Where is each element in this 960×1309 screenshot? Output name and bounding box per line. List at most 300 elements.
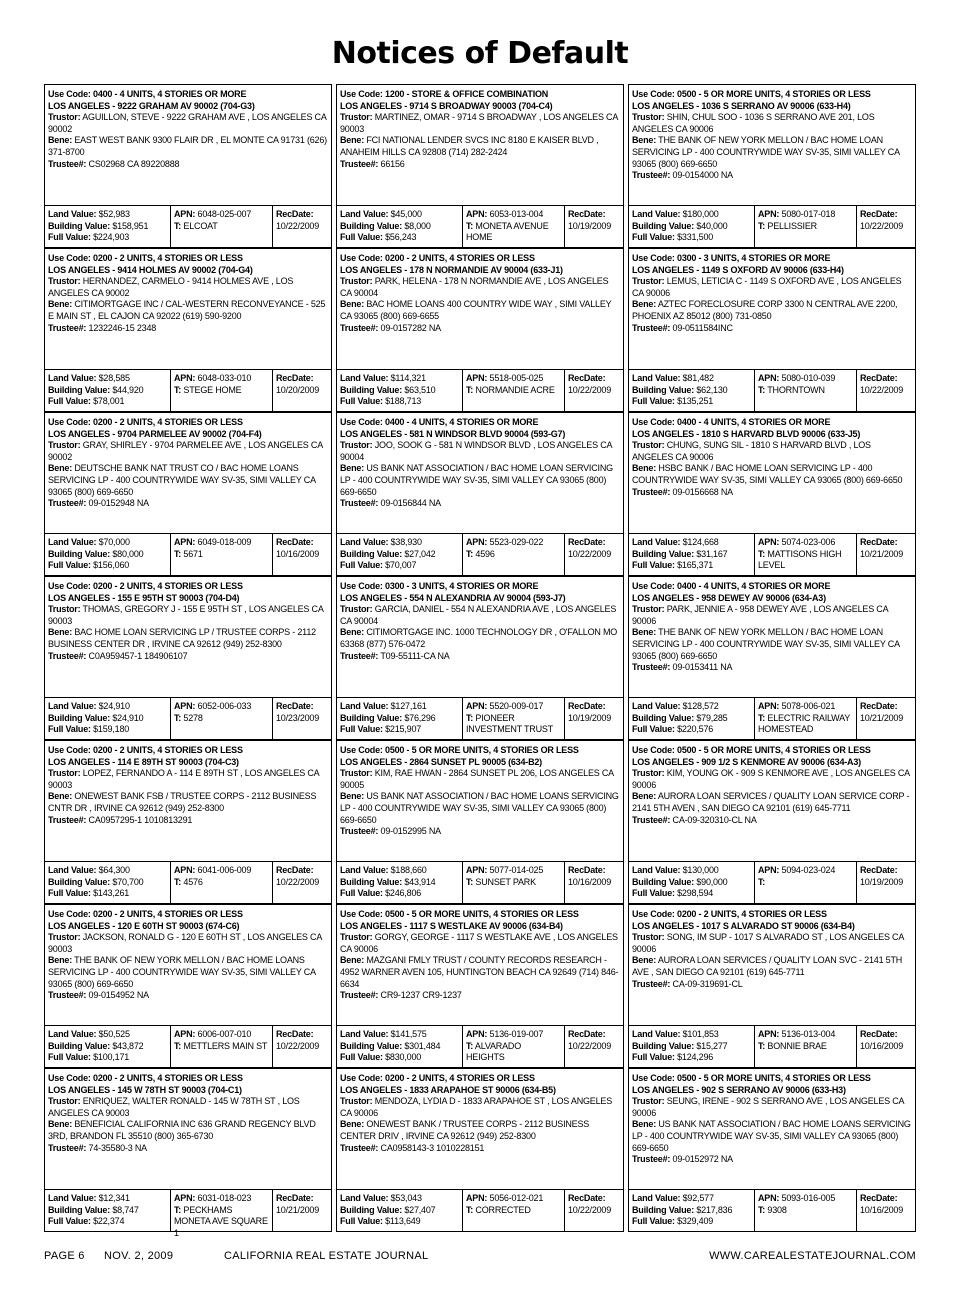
use-code: Use Code: 0200 - 2 UNITS, 4 STORIES OR LESS bbox=[48, 581, 243, 591]
land-value: $45,000 bbox=[390, 209, 422, 219]
building-value: $24,910 bbox=[112, 712, 144, 723]
bene-label: Bene: bbox=[340, 299, 365, 310]
property-address: LOS ANGELES - 581 N WINDSOR BLVD 90004 (593-G7) bbox=[340, 428, 566, 439]
recdate-label: RecDate: bbox=[568, 1193, 606, 1203]
full-value: $188,713 bbox=[385, 396, 422, 407]
trustor-value: AGUILLON, STEVE - 9222 GRAHAM AVE , LOS ANGELES CA 90002 bbox=[48, 112, 327, 134]
value-cell bbox=[629, 370, 755, 412]
trustor-value: PARK, HELENA - 178 N NORMANDIE AVE , LOS ANGELES CA 90004 bbox=[340, 276, 609, 298]
building-value: $158,951 bbox=[112, 220, 149, 231]
recdate-value: 10/16/2009 bbox=[860, 1204, 904, 1215]
full-value-label: Full Value: bbox=[340, 1052, 383, 1063]
bene-label: Bene: bbox=[632, 955, 657, 966]
land-value: $124,668 bbox=[682, 537, 719, 547]
trustor-label: Trustor: bbox=[632, 604, 665, 615]
notice-record bbox=[336, 576, 624, 740]
notice-record bbox=[336, 904, 624, 1068]
bene-label: Bene: bbox=[48, 135, 73, 146]
apn-cell bbox=[171, 698, 273, 740]
recdate-label: RecDate: bbox=[860, 209, 898, 219]
building-value-label: Building Value: bbox=[340, 384, 403, 395]
land-value-label: Land Value: bbox=[48, 865, 97, 875]
tract-label: T: bbox=[174, 220, 182, 231]
trustee-value: 09-0157282 NA bbox=[380, 322, 441, 333]
notice-record bbox=[336, 1068, 624, 1232]
tract-value: PECKHAMS MONETA AVE SQUARE 1 bbox=[174, 1204, 268, 1238]
trustor-value: GORGY, GEORGE - 1117 S WESTLAKE AVE , LOS ANGELES CA 90006 bbox=[340, 932, 618, 954]
recdate-value: 10/16/2009 bbox=[568, 876, 612, 887]
property-address: LOS ANGELES - 2864 SUNSET PL 90005 (634-B2) bbox=[340, 756, 542, 767]
apn-value: 5056-012-021 bbox=[489, 1193, 544, 1203]
recdate-value: 10/16/2009 bbox=[276, 548, 320, 559]
notice-details bbox=[337, 1069, 623, 1190]
tract-label: T: bbox=[758, 712, 766, 723]
trustee-label: Trustee#: bbox=[632, 1154, 671, 1165]
tract-value: NORMANDIE ACRE bbox=[475, 384, 555, 395]
notice-values bbox=[45, 698, 331, 740]
recdate-label: RecDate: bbox=[276, 1029, 314, 1039]
notice-values bbox=[337, 1190, 623, 1232]
tract-label: T: bbox=[174, 1040, 182, 1051]
apn-label: APN: bbox=[758, 701, 780, 711]
full-value-label: Full Value: bbox=[48, 1216, 91, 1227]
use-code: Use Code: 0500 - 5 OR MORE UNITS, 4 STORIES OR LESS bbox=[340, 745, 579, 755]
full-value: $156,060 bbox=[93, 560, 130, 571]
value-cell bbox=[629, 534, 755, 576]
recdate-label: RecDate: bbox=[860, 1193, 898, 1203]
trustor-value: KIM, YOUNG OK - 909 S KENMORE AVE , LOS ANGELES CA 90006 bbox=[632, 768, 910, 790]
recdate-cell bbox=[857, 862, 915, 904]
value-cell bbox=[337, 1026, 463, 1068]
notice-values bbox=[337, 1026, 623, 1068]
land-value: $101,853 bbox=[682, 1029, 719, 1039]
recdate-value: 10/21/2009 bbox=[860, 712, 904, 723]
bene-value: US BANK NAT ASSOCIATION / BAC HOME LOANS SERVICING LP - 400 COUNTRYWIDE WAY SV-35, SIMI VALLEY CA 93065 (800) 669-6650 bbox=[632, 1119, 911, 1153]
building-value-label: Building Value: bbox=[48, 220, 111, 231]
use-code: Use Code: 0200 - 2 UNITS, 4 STORIES OR LESS bbox=[48, 417, 243, 427]
recdate-value: 10/22/2009 bbox=[860, 220, 904, 231]
full-value-label: Full Value: bbox=[632, 1216, 675, 1227]
use-code: Use Code: 0500 - 5 OR MORE UNITS, 4 STORIES OR LESS bbox=[340, 909, 579, 919]
recdate-label: RecDate: bbox=[860, 701, 898, 711]
bene-label: Bene: bbox=[340, 135, 365, 146]
trustor-label: Trustor: bbox=[48, 604, 81, 615]
bene-value: CITIMORTGAGE INC / CAL-WESTERN RECONVEYANCE - 525 E MAIN ST , EL CAJON CA 92022 (619) 590-9200 bbox=[48, 299, 326, 321]
apn-value: 6048-025-007 bbox=[197, 209, 252, 219]
notice-details bbox=[45, 1069, 331, 1190]
trustee-label: Trustee#: bbox=[340, 990, 379, 1001]
land-value-label: Land Value: bbox=[48, 537, 97, 547]
recdate-cell bbox=[857, 698, 915, 740]
apn-label: APN: bbox=[466, 209, 488, 219]
land-value-label: Land Value: bbox=[340, 537, 389, 547]
bene-value: US BANK NAT ASSOCIATION / BAC HOME LOAN SERVICING LP - 400 COUNTRYWIDE WAY SV-35, SIMI VALLEY CA 93065 (800) 669-6650 bbox=[340, 463, 613, 497]
apn-cell bbox=[463, 1026, 565, 1068]
bene-label: Bene: bbox=[632, 135, 657, 146]
trustee-label: Trustee#: bbox=[48, 814, 87, 825]
tract-value: 4596 bbox=[475, 548, 495, 559]
tract-label: T: bbox=[758, 220, 766, 231]
trustor-label: Trustor: bbox=[340, 276, 373, 287]
land-value: $114,321 bbox=[390, 373, 426, 383]
building-value: $40,000 bbox=[696, 220, 728, 231]
use-code: Use Code: 0500 - 5 OR MORE UNITS, 4 STORIES OR LESS bbox=[632, 745, 871, 755]
building-value-label: Building Value: bbox=[340, 1040, 403, 1051]
notice-values bbox=[45, 862, 331, 904]
full-value-label: Full Value: bbox=[632, 888, 675, 899]
notice-details bbox=[629, 1069, 915, 1190]
apn-label: APN: bbox=[174, 1029, 196, 1039]
trustee-value: CR9-1237 CR9-1237 bbox=[380, 990, 462, 1001]
recdate-label: RecDate: bbox=[568, 209, 606, 219]
full-value: $298,594 bbox=[677, 888, 714, 899]
bene-value: ONEWEST BANK / TRUSTEE CORPS - 2112 BUSINESS CENTER DRIV , IRVINE CA 92612 (949) 252-8300 bbox=[340, 1119, 590, 1141]
trustee-value: 09-0152948 NA bbox=[88, 498, 149, 509]
building-value-label: Building Value: bbox=[48, 384, 111, 395]
notice-values bbox=[629, 862, 915, 904]
trustee-value: 09-0153411 NA bbox=[672, 662, 733, 673]
tract-label: T: bbox=[466, 1204, 474, 1215]
tract-value: PIONEER INVESTMENT TRUST bbox=[466, 712, 553, 735]
apn-label: APN: bbox=[174, 537, 196, 547]
value-cell bbox=[629, 862, 755, 904]
bene-label: Bene: bbox=[632, 791, 657, 802]
building-value-label: Building Value: bbox=[632, 1040, 695, 1051]
notice-values bbox=[45, 1026, 331, 1068]
bene-label: Bene: bbox=[340, 955, 365, 966]
apn-cell bbox=[463, 698, 565, 740]
value-cell bbox=[45, 370, 171, 412]
notice-values bbox=[629, 698, 915, 740]
bene-label: Bene: bbox=[48, 299, 73, 310]
trustee-label: Trustee#: bbox=[340, 498, 379, 509]
property-address: LOS ANGELES - 9714 S BROADWAY 90003 (704-C4) bbox=[340, 100, 553, 111]
trustor-label: Trustor: bbox=[632, 932, 665, 943]
building-value-label: Building Value: bbox=[632, 1204, 695, 1215]
apn-cell bbox=[755, 206, 857, 248]
apn-cell bbox=[755, 862, 857, 904]
recdate-label: RecDate: bbox=[276, 209, 314, 219]
notice-details bbox=[629, 741, 915, 862]
building-value-label: Building Value: bbox=[340, 548, 403, 559]
full-value: $22,374 bbox=[93, 1216, 125, 1227]
tract-label: T: bbox=[174, 1204, 182, 1215]
bene-label: Bene: bbox=[632, 1119, 657, 1130]
notice-details bbox=[337, 741, 623, 862]
recdate-value: 10/22/2009 bbox=[568, 1204, 612, 1215]
trustor-label: Trustor: bbox=[48, 440, 81, 451]
tract-label: T: bbox=[174, 876, 182, 887]
use-code: Use Code: 0200 - 2 UNITS, 4 STORIES OR LESS bbox=[340, 253, 535, 263]
use-code: Use Code: 0200 - 2 UNITS, 4 STORIES OR LESS bbox=[340, 1073, 535, 1083]
land-value-label: Land Value: bbox=[48, 373, 97, 383]
notice-record bbox=[628, 248, 916, 412]
recdate-label: RecDate: bbox=[276, 865, 314, 875]
building-value-label: Building Value: bbox=[48, 876, 111, 887]
building-value: $62,130 bbox=[696, 384, 728, 395]
land-value: $28,585 bbox=[98, 373, 130, 383]
recdate-cell bbox=[273, 1026, 331, 1068]
building-value-label: Building Value: bbox=[340, 712, 403, 723]
tract-value: 5671 bbox=[183, 548, 203, 559]
use-code: Use Code: 0400 - 4 UNITS, 4 STORIES OR MORE bbox=[48, 89, 247, 99]
trustee-value: 09-0154952 NA bbox=[88, 990, 149, 1001]
apn-value: 5523-029-022 bbox=[489, 537, 544, 547]
page-title: Notices of Default bbox=[331, 36, 629, 71]
apn-label: APN: bbox=[758, 1029, 780, 1039]
recdate-value: 10/19/2009 bbox=[568, 220, 612, 231]
tract-label: T: bbox=[466, 220, 474, 231]
recdate-label: RecDate: bbox=[860, 373, 898, 383]
apn-cell bbox=[463, 862, 565, 904]
trustor-label: Trustor: bbox=[340, 768, 373, 779]
full-value: $143,261 bbox=[93, 888, 130, 899]
notice-record bbox=[44, 904, 332, 1068]
land-value: $188,660 bbox=[390, 865, 427, 875]
notice-details bbox=[45, 741, 331, 862]
trustee-label: Trustee#: bbox=[340, 826, 379, 837]
notice-details bbox=[45, 413, 331, 534]
apn-value: 6052-006-033 bbox=[197, 701, 252, 711]
trustor-value: SONG, IM SUP - 1017 S ALVARADO ST , LOS ANGELES CA 90006 bbox=[632, 932, 904, 954]
trustee-label: Trustee#: bbox=[48, 158, 87, 169]
bene-label: Bene: bbox=[48, 955, 73, 966]
value-cell bbox=[337, 1190, 463, 1232]
recdate-value: 10/22/2009 bbox=[276, 1040, 320, 1051]
trustee-label: Trustee#: bbox=[340, 1142, 379, 1153]
building-value-label: Building Value: bbox=[48, 1040, 111, 1051]
property-address: LOS ANGELES - 902 S SERRANO AV 90006 (633-H3) bbox=[632, 1084, 846, 1095]
building-value-label: Building Value: bbox=[632, 220, 695, 231]
recdate-value: 10/23/2009 bbox=[276, 712, 320, 723]
trustor-value: ENRIQUEZ, WALTER RONALD - 145 W 78TH ST , LOS ANGELES CA 90003 bbox=[48, 1096, 300, 1118]
tract-label: T: bbox=[174, 712, 182, 723]
property-address: LOS ANGELES - 1017 S ALVARADO ST 90006 (634-B4) bbox=[632, 920, 855, 931]
apn-cell bbox=[171, 1190, 273, 1238]
use-code: Use Code: 0300 - 3 UNITS, 4 STORIES OR MORE bbox=[340, 581, 539, 591]
value-cell bbox=[629, 1190, 755, 1232]
land-value: $52,983 bbox=[98, 209, 130, 219]
apn-label: APN: bbox=[758, 865, 780, 875]
building-value: $76,296 bbox=[404, 712, 436, 723]
building-value-label: Building Value: bbox=[632, 384, 695, 395]
notice-details bbox=[629, 577, 915, 698]
building-value: $80,000 bbox=[112, 548, 144, 559]
trustee-label: Trustee#: bbox=[48, 650, 87, 661]
bene-value: HSBC BANK / BAC HOME LOAN SERVICING LP - 400 COUNTRYWIDE WAY SV-35, SIMI VALLEY CA 93065 (800) 669-6650 bbox=[632, 463, 903, 485]
recdate-cell bbox=[273, 206, 331, 248]
apn-label: APN: bbox=[174, 865, 196, 875]
land-value: $53,043 bbox=[390, 1193, 422, 1203]
value-cell bbox=[629, 1026, 755, 1068]
property-address: LOS ANGELES - 178 N NORMANDIE AV 90004 (633-J1) bbox=[340, 264, 563, 275]
full-value: $100,171 bbox=[93, 1052, 130, 1063]
property-address: LOS ANGELES - 9704 PARMELEE AV 90002 (704-F4) bbox=[48, 428, 262, 439]
recdate-cell bbox=[273, 698, 331, 740]
land-value-label: Land Value: bbox=[632, 701, 681, 711]
property-address: LOS ANGELES - 9222 GRAHAM AV 90002 (704-G3) bbox=[48, 100, 255, 111]
land-value: $128,572 bbox=[682, 701, 719, 711]
notice-record bbox=[336, 740, 624, 904]
full-value-label: Full Value: bbox=[48, 888, 91, 899]
apn-value: 5136-013-004 bbox=[781, 1029, 836, 1039]
building-value: $8,000 bbox=[404, 220, 431, 231]
building-value-label: Building Value: bbox=[632, 876, 695, 887]
tract-label: T: bbox=[174, 384, 182, 395]
trustor-label: Trustor: bbox=[632, 112, 665, 123]
footer-date: NOV. 2, 2009 bbox=[104, 1250, 174, 1262]
bene-value: BENEFICIAL CALIFORNIA INC 636 GRAND REGENCY BLVD 3RD, BRANDON FL 35510 (800) 365-6730 bbox=[48, 1119, 316, 1141]
value-cell bbox=[45, 1190, 171, 1232]
notice-details bbox=[45, 249, 331, 370]
trustee-value: CA-09-319691-CL bbox=[672, 978, 743, 989]
notice-details bbox=[45, 577, 331, 698]
bene-value: THE BANK OF NEW YORK MELLON / BAC HOME LOANS SERVICING LP - 400 COUNTRYWIDE WAY SV-35, SIMI VALLEY CA 93065 (800) 669-6650 bbox=[48, 955, 316, 989]
use-code: Use Code: 0400 - 4 UNITS, 4 STORIES OR MORE bbox=[632, 417, 831, 427]
notice-column bbox=[336, 84, 624, 1232]
trustor-value: JACKSON, RONALD G - 120 E 60TH ST , LOS ANGELES CA 90003 bbox=[48, 932, 322, 954]
notice-record bbox=[628, 740, 916, 904]
trustee-value: CA-09-320310-CL NA bbox=[672, 814, 757, 825]
apn-label: APN: bbox=[174, 209, 196, 219]
trustor-value: LOPEZ, FERNANDO A - 114 E 89TH ST , LOS ANGELES CA 90003 bbox=[48, 768, 319, 790]
tract-label: T: bbox=[758, 1204, 766, 1215]
trustee-label: Trustee#: bbox=[340, 650, 379, 661]
trustee-value: 1232246-15 2348 bbox=[88, 322, 157, 333]
land-value-label: Land Value: bbox=[340, 209, 389, 219]
trustee-label: Trustee#: bbox=[48, 322, 87, 333]
building-value: $301,484 bbox=[404, 1040, 441, 1051]
building-value: $70,700 bbox=[112, 876, 144, 887]
bene-value: US BANK NAT ASSOCIATION / BAC HOME LOANS SERVICING LP - 400 COUNTRYWIDE WAY SV-35, SIMI VALLEY CA 93065 (800) 669-6650 bbox=[340, 791, 619, 825]
apn-label: APN: bbox=[466, 1029, 488, 1039]
recdate-cell bbox=[273, 862, 331, 904]
notice-column bbox=[628, 84, 916, 1232]
apn-cell bbox=[755, 370, 857, 412]
recdate-cell bbox=[565, 1190, 623, 1232]
recdate-label: RecDate: bbox=[276, 1193, 314, 1203]
apn-cell bbox=[171, 370, 273, 412]
land-value: $92,577 bbox=[682, 1193, 714, 1203]
use-code: Use Code: 0500 - 5 OR MORE UNITS, 4 STORIES OR LESS bbox=[632, 1073, 871, 1083]
property-address: LOS ANGELES - 1810 S HARVARD BLVD 90006 (633-J5) bbox=[632, 428, 861, 439]
trustee-value: 09-0152972 NA bbox=[672, 1154, 733, 1165]
apn-value: 5518-005-025 bbox=[489, 373, 544, 383]
trustor-value: CHUNG, SUNG SIL - 1810 S HARVARD BLVD , LOS ANGELES CA 90006 bbox=[632, 440, 871, 462]
full-value: $113,649 bbox=[385, 1216, 421, 1227]
recdate-cell bbox=[565, 862, 623, 904]
recdate-cell bbox=[857, 206, 915, 248]
full-value: $56,243 bbox=[385, 232, 417, 243]
recdate-label: RecDate: bbox=[860, 865, 898, 875]
tract-value: MONETA AVENUE HOME bbox=[466, 220, 549, 243]
full-value: $830,000 bbox=[385, 1052, 422, 1063]
notice-record bbox=[44, 576, 332, 740]
land-value-label: Land Value: bbox=[632, 373, 681, 383]
footer-website: WWW.CAREALESTATEJOURNAL.COM bbox=[709, 1250, 916, 1262]
use-code: Use Code: 0300 - 3 UNITS, 4 STORIES OR MORE bbox=[632, 253, 831, 263]
land-value-label: Land Value: bbox=[48, 701, 97, 711]
notice-values bbox=[337, 862, 623, 904]
notice-record bbox=[336, 412, 624, 576]
land-value: $12,341 bbox=[98, 1193, 130, 1203]
tract-label: T: bbox=[466, 712, 474, 723]
property-address: LOS ANGELES - 120 E 60TH ST 90003 (674-C6) bbox=[48, 920, 240, 931]
notice-values bbox=[629, 1026, 915, 1068]
apn-value: 6049-018-009 bbox=[197, 537, 252, 547]
recdate-label: RecDate: bbox=[568, 865, 606, 875]
building-value: $43,872 bbox=[112, 1040, 144, 1051]
recdate-cell bbox=[857, 534, 915, 576]
notice-record bbox=[44, 412, 332, 576]
trustee-value: 09-0154000 NA bbox=[672, 170, 733, 181]
apn-label: APN: bbox=[466, 537, 488, 547]
bene-label: Bene: bbox=[48, 1119, 73, 1130]
trustor-label: Trustor: bbox=[632, 1096, 665, 1107]
trustor-value: GRAY, SHIRLEY - 9704 PARMELEE AVE , LOS ANGELES CA 90002 bbox=[48, 440, 323, 462]
trustee-value: T09-55111-CA NA bbox=[380, 650, 450, 661]
property-address: LOS ANGELES - 155 E 95TH ST 90003 (704-D4) bbox=[48, 592, 240, 603]
notice-details bbox=[45, 905, 331, 1026]
building-value-label: Building Value: bbox=[340, 220, 403, 231]
notice-column bbox=[44, 84, 332, 1238]
use-code: Use Code: 0200 - 2 UNITS, 4 STORIES OR LESS bbox=[48, 1073, 243, 1083]
building-value: $27,042 bbox=[404, 548, 436, 559]
recdate-cell bbox=[857, 1026, 915, 1068]
recdate-label: RecDate: bbox=[276, 373, 314, 383]
land-value-label: Land Value: bbox=[340, 1029, 389, 1039]
tract-label: T: bbox=[466, 876, 474, 887]
recdate-cell bbox=[565, 1026, 623, 1068]
trustee-value: 09-0156668 NA bbox=[672, 486, 733, 497]
trustee-value: C0A959457-1 184906107 bbox=[88, 650, 188, 661]
trustor-value: GARCIA, DANIEL - 554 N ALEXANDRIA AVE , LOS ANGELES CA 90004 bbox=[340, 604, 617, 626]
bene-value: ONEWEST BANK FSB / TRUSTEE CORPS - 2112 BUSINESS CNTR DR , IRVINE CA 92612 (949) 252-8300 bbox=[48, 791, 317, 813]
building-value: $15,277 bbox=[696, 1040, 728, 1051]
bene-label: Bene: bbox=[340, 791, 365, 802]
apn-value: 5077-014-025 bbox=[489, 865, 544, 875]
tract-value: MATTISONS HIGH LEVEL bbox=[758, 548, 842, 571]
bene-value: AURORA LOAN SERVICES / QUALITY LOAN SVC - 2141 5TH AVE , SAN DIEGO CA 92101 (619) 645-7711 bbox=[632, 955, 903, 977]
trustor-label: Trustor: bbox=[632, 440, 665, 451]
trustee-value: 66156 bbox=[380, 158, 405, 169]
land-value: $70,000 bbox=[98, 537, 130, 547]
full-value-label: Full Value: bbox=[340, 888, 383, 899]
recdate-label: RecDate: bbox=[276, 701, 314, 711]
notices-grid bbox=[44, 84, 916, 1238]
apn-label: APN: bbox=[466, 1193, 488, 1203]
trustee-label: Trustee#: bbox=[340, 322, 379, 333]
recdate-label: RecDate: bbox=[860, 1029, 898, 1039]
tract-label: T: bbox=[466, 1040, 474, 1051]
apn-label: APN: bbox=[174, 1193, 196, 1203]
tract-label: T: bbox=[758, 1040, 766, 1051]
full-value-label: Full Value: bbox=[48, 232, 91, 243]
notice-values bbox=[629, 1190, 915, 1232]
bene-label: Bene: bbox=[340, 627, 365, 638]
tract-label: T: bbox=[466, 548, 474, 559]
tract-label: T: bbox=[758, 548, 766, 559]
trustee-label: Trustee#: bbox=[632, 170, 671, 181]
trustor-value: JOO, SOOK G - 581 N WINDSOR BLVD , LOS ANGELES CA 90004 bbox=[340, 440, 612, 462]
trustor-value: PARK, JENNIE A - 958 DEWEY AVE , LOS ANGELES CA 90006 bbox=[632, 604, 888, 626]
apn-label: APN: bbox=[758, 209, 780, 219]
recdate-value: 10/21/2009 bbox=[276, 1204, 320, 1215]
building-value: $217,836 bbox=[696, 1204, 733, 1215]
recdate-value: 10/22/2009 bbox=[568, 384, 612, 395]
building-value: $43,914 bbox=[404, 876, 436, 887]
notice-values bbox=[629, 534, 915, 576]
